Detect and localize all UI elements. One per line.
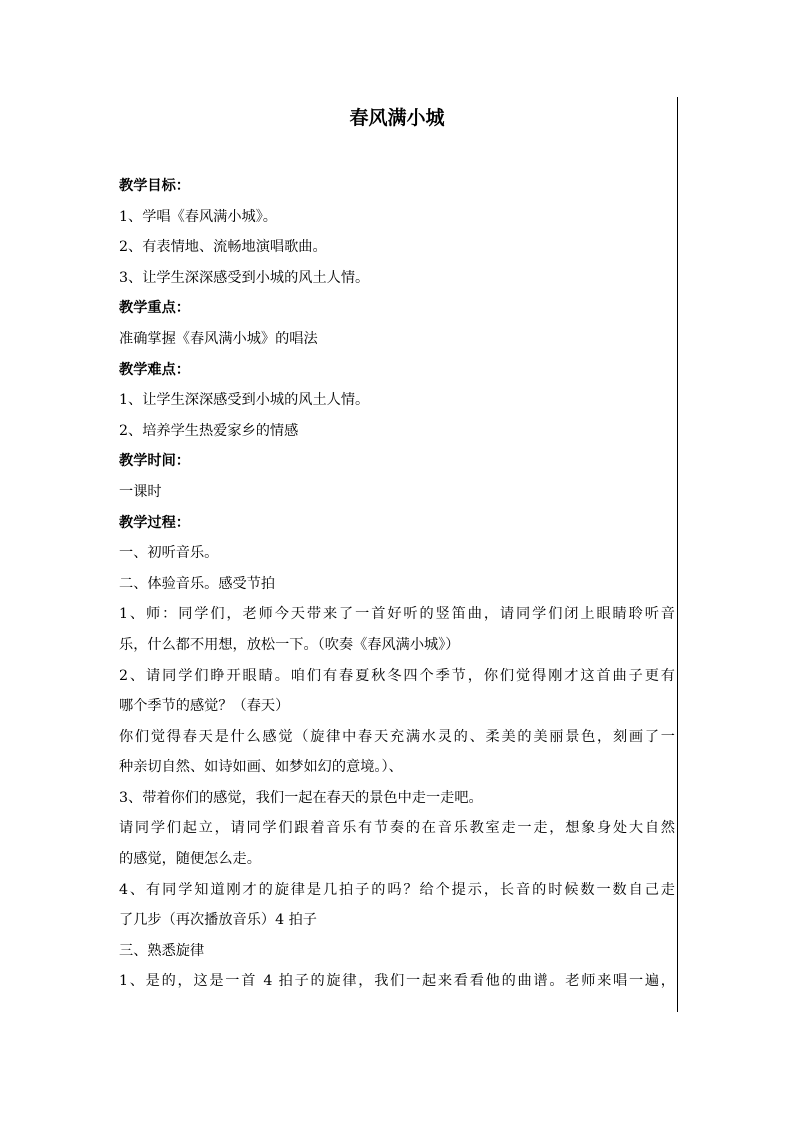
heading-key-points: 教学重点：: [119, 300, 190, 317]
paragraph-line: 你们觉得春天是什么感觉（旋律中春天充满水灵的、柔美的美丽景色，刻画了一: [119, 728, 675, 745]
paragraph-line: 一、初听音乐。: [119, 545, 219, 562]
paragraph-line: 哪个季节的感觉？（春天）: [119, 698, 290, 715]
heading-teaching-time: 教学时间：: [119, 453, 190, 470]
paragraph-line: 2、请同学们睁开眼睛。咱们有春夏秋冬四个季节，你们觉得刚才这首曲子更有: [119, 667, 675, 684]
paragraph-line: 2、有表情地、流畅地演唱歌曲。: [119, 239, 327, 256]
paragraph-line: 二、体验音乐。感受节拍: [119, 575, 276, 592]
paragraph-line: 请同学们起立，请同学们跟着音乐有节奏的在音乐教室走一走，想象身处大自然: [119, 820, 675, 837]
paragraph-line: 的感觉，随便怎么走。: [119, 851, 261, 868]
paragraph-line: 一课时: [119, 483, 162, 500]
page-margin-rule: [677, 97, 678, 1012]
paragraph-line: 1、师：同学们，老师今天带来了一首好听的竖笛曲，请同学们闭上眼睛聆听音: [119, 606, 675, 623]
paragraph-line: 4、有同学知道刚才的旋律是几拍子的吗？给个提示，长音的时候数一数自己走: [119, 881, 675, 898]
paragraph-line: 准确掌握《春风满小城》的唱法: [119, 330, 318, 347]
heading-teaching-objectives: 教学目标：: [119, 178, 190, 194]
paragraph-line: 了几步（再次播放音乐）4 拍子: [119, 912, 317, 929]
paragraph-line: 乐，什么都不用想，放松一下。（吹奏《春风满小城》）: [119, 636, 460, 653]
paragraph-line: 1、是的，这是一首 4 拍子的旋律，我们一起来看看他的曲谱。老师来唱一遍，: [119, 973, 675, 990]
paragraph-line: 种亲切自然、如诗如画、如梦如幻的意境。）、: [119, 759, 403, 776]
document-body: [119, 171, 675, 997]
heading-teaching-process: 教学过程：: [119, 514, 190, 531]
document-title: 春风满小城: [349, 107, 445, 129]
paragraph-line: 2、培养学生热爱家乡的情感: [119, 422, 299, 439]
paragraph-line: 三、熟悉旋律: [119, 942, 205, 959]
paragraph-line: 1、学唱《春风满小城》。: [119, 208, 277, 225]
paragraph-line: 3、让学生深深感受到小城的风土人情。: [119, 269, 370, 286]
heading-difficulties: 教学难点：: [119, 361, 190, 378]
paragraph-line: 1、让学生深深感受到小城的风土人情。: [119, 392, 370, 409]
paragraph-line: 3、带着你们的感觉，我们一起在春天的景色中走一走吧。: [119, 789, 483, 806]
